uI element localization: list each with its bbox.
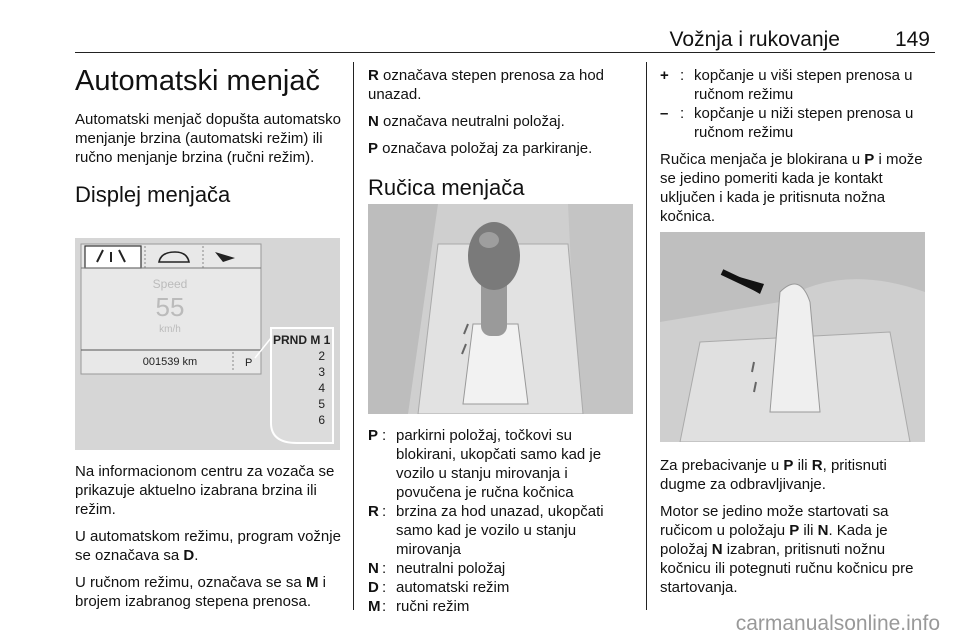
- right-column-lower: [660, 456, 930, 605]
- auto-mode-paragraph: U automatskom režimu, program vožnje se označava sa D.: [75, 528, 341, 564]
- gear-strip: PRND M 1: [273, 333, 331, 347]
- left-column-lower: [75, 462, 343, 619]
- reverse-paragraph: R označava stepen prenosa za hod unazad.: [368, 67, 605, 103]
- display-paragraph: Na informacionom centru za vozača se prikazuje aktuelno izabrana brzina ili režim.: [75, 463, 335, 518]
- def-item-d: D : automatski režim: [368, 579, 510, 596]
- road-icon-tab: [85, 246, 141, 268]
- gear-lever-figure: [368, 204, 633, 414]
- section-heading: Automatski menjač: [75, 65, 320, 97]
- lock-paragraph: Ručica menjača je blokirana u P i može se jedino pomeriti kada je kontakt uključen i kada je pritisnuta nožna kočnica.: [660, 151, 923, 225]
- def-item-m: M : ručni režim: [368, 598, 470, 615]
- right-column: [660, 150, 930, 234]
- left-column: [75, 64, 343, 209]
- page-number: 149: [894, 28, 930, 51]
- watermark: carmanualsonline.info: [735, 612, 940, 635]
- speed-value: 55: [155, 292, 185, 322]
- odometer: 001539 km: [142, 356, 198, 368]
- release-button-figure: [660, 232, 925, 442]
- gear-lever-illustration: [368, 204, 633, 414]
- column-divider-1: [353, 62, 354, 610]
- lever-positions-list: [368, 426, 636, 616]
- shift-definitions: [660, 66, 930, 142]
- park-paragraph: P označava položaj za parkiranje.: [368, 140, 593, 157]
- gear-indicator: P: [245, 357, 253, 369]
- neutral-paragraph: N označava neutralni položaj.: [368, 113, 565, 130]
- manual-mode-paragraph: U ručnom režimu, označava se sa M i brojem izabranog stepena prenosa.: [75, 574, 326, 610]
- gear-2: 2: [318, 349, 325, 363]
- release-button-illustration: [660, 232, 925, 442]
- gear-4: 4: [318, 381, 325, 395]
- def-item-minus: – : kopčanje u niži stepen prenosa u ručnom režimu: [660, 105, 914, 141]
- speed-label: Speed: [152, 277, 188, 291]
- middle-column: [368, 66, 636, 202]
- instrument-cluster-illustration: [75, 238, 340, 450]
- def-item-plus: + : kopčanje u viši stepen prenosa u ručnom režimu: [660, 67, 913, 103]
- start-paragraph: Motor se jedino može startovati sa ručicom u položaju P ili N. Kada je položaj N izabran, pritisnuti nožnu kočnicu ili potegnuti ručnu kočnicu pre startovanja.: [660, 503, 914, 596]
- header-rule: [75, 52, 935, 53]
- gear-5: 5: [318, 397, 325, 411]
- def-item-r: R : brzina za hod unazad, ukopčati samo kad je vozilo u stanju mirovanja: [368, 503, 604, 558]
- running-header: Vožnja i rukovanje: [669, 28, 840, 51]
- def-item-n: N : neutralni položaj: [368, 560, 506, 577]
- lever-subheading: Ručica menjača: [368, 175, 525, 200]
- gear-6: 6: [318, 413, 325, 427]
- unlock-paragraph: Za prebacivanje u P ili R, pritisnuti dugme za odbravljivanje.: [660, 457, 887, 493]
- speed-unit: km/h: [159, 324, 181, 335]
- display-subheading: Displej menjača: [75, 182, 231, 207]
- intro-paragraph: Automatski menjač dopušta automatsko menjanje brzina (automatski režim) ili ručno menjanje brzina (ručni režim).: [75, 111, 341, 166]
- def-item-p: P : parkirni položaj, točkovi su blokirani, ukopčati samo kad je vozilo u stanju mirovanja i povučena je ručna kočnica: [368, 427, 602, 501]
- column-divider-2: [646, 62, 647, 610]
- gear-3: 3: [318, 365, 325, 379]
- gear-display-figure: [75, 238, 340, 450]
